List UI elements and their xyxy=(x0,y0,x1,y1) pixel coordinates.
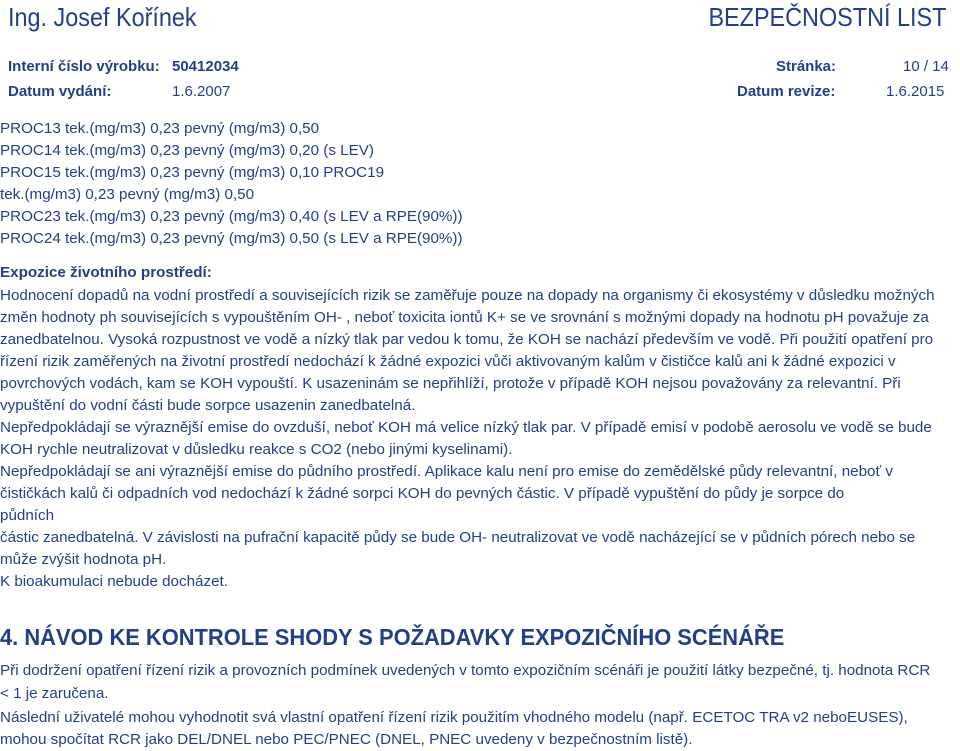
issue-date-value: 1.6.2007 xyxy=(172,83,231,100)
env-text-line: K bioakumulaci nebude docházet. xyxy=(0,573,228,590)
env-text-line: řízení rizik zaměřených na životní prostředí nedochází k žádné expozici vůči aktivovaným kalům v čističce kalů ani k žádné expozici v xyxy=(0,353,896,370)
page-label: Stránka: xyxy=(776,58,837,75)
section-4-text-line: < 1 je zaručena. xyxy=(0,685,109,702)
product-number-label: Interní číslo výrobku: xyxy=(8,58,160,75)
proc-line: PROC24 tek.(mg/m3) 0,23 pevný (mg/m3) 0,50 (s LEV a RPE(90%)) xyxy=(0,230,463,247)
env-text-line: vypuštění do vodní části bude sorpce usazenin zanedbatelná. xyxy=(0,397,416,414)
section-4-text-line: Při dodržení opatření řízení rizik a provozních podmínek uvedených v tomto expozičním scénáři je použití látky bezpečné, tj. hodnota RCR xyxy=(0,662,931,679)
company-name: Ing. Josef Kořínek xyxy=(8,2,197,32)
env-exposure-heading: Expozice životního prostředí: xyxy=(0,264,212,281)
product-number-value: 50412034 xyxy=(172,58,239,75)
proc-line: PROC13 tek.(mg/m3) 0,23 pevný (mg/m3) 0,50 xyxy=(0,120,320,137)
env-text-line: může zvýšit hodnota pH. xyxy=(0,551,167,568)
document-title: BEZPEČNOSTNÍ LIST xyxy=(708,2,946,32)
section-4-text-line: Následní uživatelé mohou vyhodnotit svá vlastní opatření řízení rizik použitím vhodného modelu (např. ECETOC TRA v2 neboEUSES), xyxy=(0,709,908,726)
env-text-line: zanedbatelnou. Vysoká rozpustnost ve vodě a nízký tlak par vedou k tomu, že KOH se nachází především ve vodě. Při použití opatření pro xyxy=(0,331,934,348)
env-text-line: čističkách kalů či odpadních vod nedochází k žádné sorpci KOH do pevných částic. V případě vypuštění do půdy je sorpce do xyxy=(0,485,845,502)
proc-line: PROC23 tek.(mg/m3) 0,23 pevný (mg/m3) 0,40 (s LEV a RPE(90%)) xyxy=(0,208,463,225)
revision-date-label: Datum revize: xyxy=(737,83,836,100)
env-text-line: povrchových vodách, kam se KOH vypouští. K usazeninám se nepřihlíží, protože v případě KOH nejsou považovány za relevantní. Při xyxy=(0,375,901,392)
page-value: 10 / 14 xyxy=(903,58,949,75)
issue-date-label: Datum vydání: xyxy=(8,83,112,100)
env-text-line: Nepředpokládají se ani výraznější emise do půdního prostředí. Aplikace kalu není pro emise do zemědělské půdy relevantní, neboť v xyxy=(0,463,893,480)
env-text-line: Nepředpokládají se výraznější emise do ovzduší, neboť KOH má velice nízký tlak par. V případě emisí v podobě aerosolu ve vodě se bude xyxy=(0,419,932,436)
env-text-line: KOH rychle neutralizovat v důsledku reakce s CO2 (nebo jinými kyselinami). xyxy=(0,441,513,458)
env-text-line: Hodnocení dopadů na vodní prostředí a souvisejících rizik se zaměřuje pouze na dopady na organismy či ekosystémy v důsledku možných xyxy=(0,287,935,304)
env-text-line: změn hodnoty ph souvisejících s vypouštěním OH- , neboť toxicita iontů K+ se ve srovnání s možnými dopady na hodnotu pH považuje za xyxy=(0,309,929,326)
proc-line: PROC15 tek.(mg/m3) 0,23 pevný (mg/m3) 0,10 PROC19 xyxy=(0,164,385,181)
revision-date-value: 1.6.2015 xyxy=(886,83,945,100)
section-4-text-line: mohou spočítat RCR jako DEL/DNEL nebo PEC/PNEC (DNEL, PNEC uvedeny v bezpečnostním listě). xyxy=(0,731,693,748)
proc-line: tek.(mg/m3) 0,23 pevný (mg/m3) 0,50 xyxy=(0,186,255,203)
env-text-line: částic zanedbatelná. V závislosti na pufrační kapacitě půdy se bude OH- neutralizovat ve vodě nacházející se v půdních pórech nebo se xyxy=(0,529,916,546)
section-4-title: 4. NÁVOD KE KONTROLE SHODY S POŽADAVKY EXPOZIČNÍHO SCÉNÁŘE xyxy=(0,624,785,650)
env-text-line: půdních xyxy=(0,507,55,524)
proc-line: PROC14 tek.(mg/m3) 0,23 pevný (mg/m3) 0,20 (s LEV) xyxy=(0,142,374,159)
